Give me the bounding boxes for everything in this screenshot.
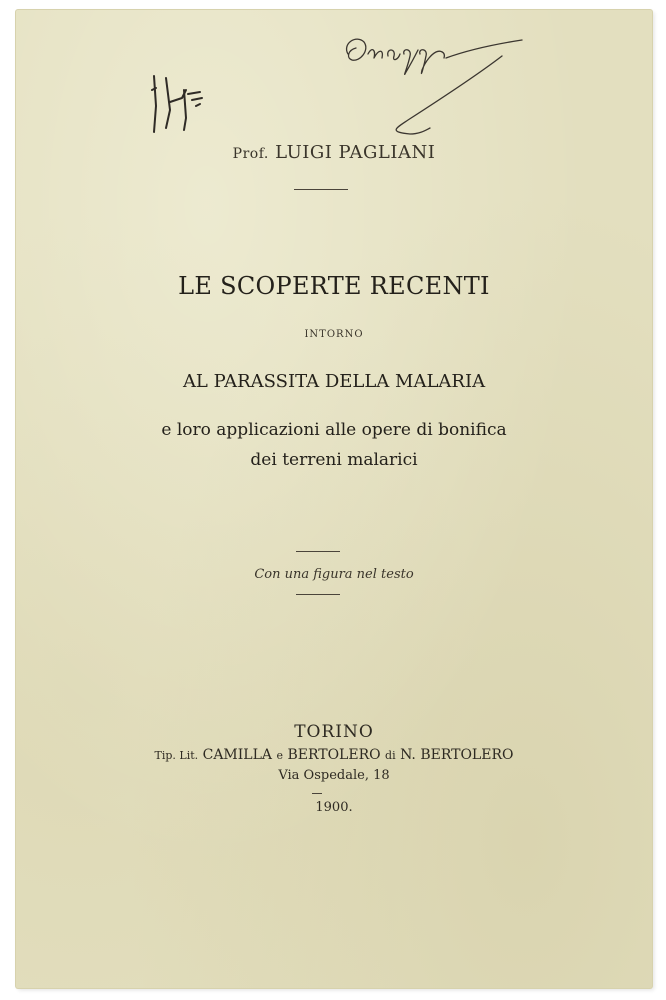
author-prefix: Prof.	[232, 146, 269, 162]
author-line	[16, 142, 652, 163]
printer-prefix: Tip. Lit.	[154, 749, 199, 762]
printer-name-3: N. BERTOLERO	[400, 747, 514, 763]
imprint-address: Via Ospedale, 18	[278, 768, 390, 783]
handwritten-mark-icon	[152, 76, 202, 132]
page-title: LE SCOPERTE RECENTI	[178, 272, 490, 300]
printer-di: di	[385, 749, 396, 762]
imprint-printer	[16, 747, 652, 763]
printer-name-2: BERTOLERO	[287, 747, 381, 763]
divider-rule	[294, 189, 348, 190]
description-line-2: dei terreni malarici	[250, 450, 418, 470]
author-name: LUIGI PAGLIANI	[275, 142, 436, 163]
divider-rule	[296, 594, 340, 595]
title-page	[16, 10, 652, 988]
imprint-city: TORINO	[294, 722, 374, 742]
handwritten-signature-icon	[347, 39, 522, 134]
divider-rule	[312, 793, 322, 794]
page-subtitle: AL PARASSITA DELLA MALARIA	[182, 371, 486, 392]
imprint-year: 1900.	[315, 800, 353, 815]
printer-name: CAMILLA	[202, 747, 273, 763]
handwritten-annotations	[16, 10, 652, 210]
divider-rule	[296, 551, 340, 552]
description-line-1: e loro applicazioni alle opere di bonifica	[161, 420, 507, 440]
title-connector: INTORNO	[304, 329, 364, 340]
figure-note: Con una figura nel testo	[254, 567, 414, 582]
printer-and: e	[276, 749, 283, 762]
